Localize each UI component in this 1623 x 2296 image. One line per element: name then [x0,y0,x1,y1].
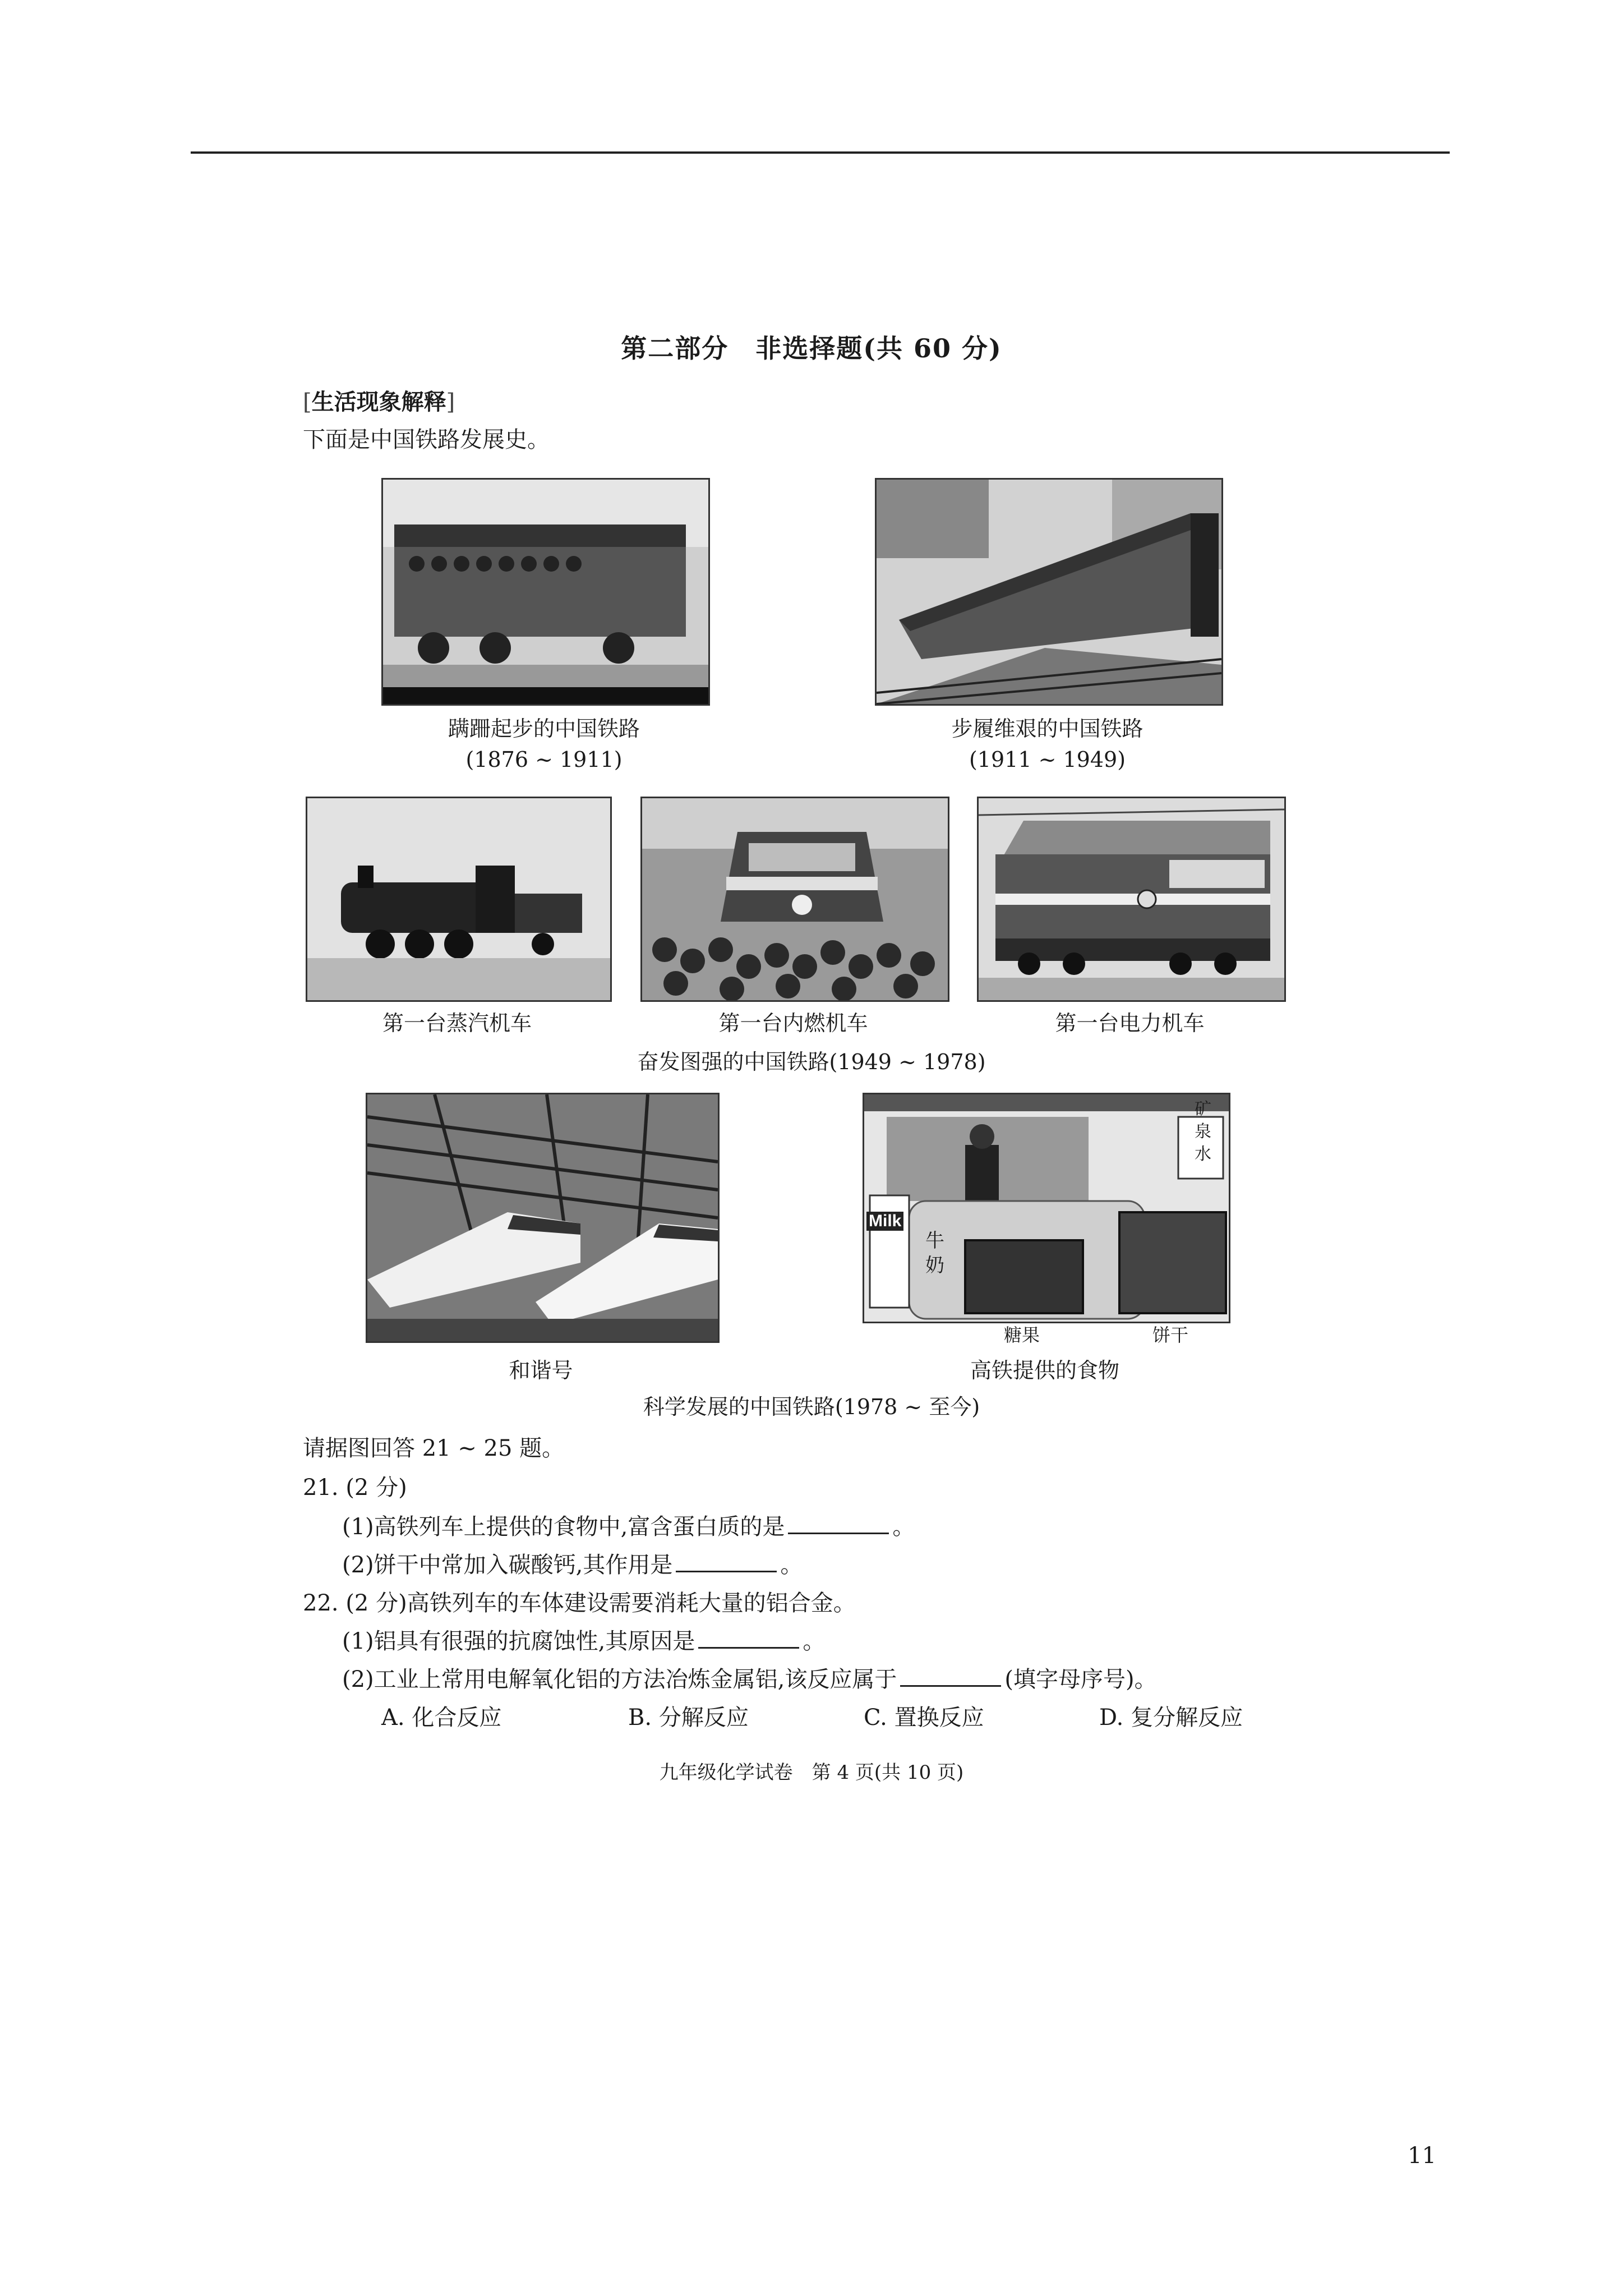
page-footer: 九年级化学试卷 第 4 页(共 10 页) [659,1761,964,1784]
q22-sub1-answer-blank[interactable] [698,1628,799,1649]
q22-sub1-text: (1)铝具有很强的抗腐蚀性,其原因是 [342,1628,695,1654]
q22-heading: 22. (2 分)高铁列车的车体建设需要消耗大量的铝合金。 [303,1590,856,1616]
caption-early-railway: 蹒跚起步的中国铁路 [448,716,640,741]
photo-early-railway [381,478,710,706]
q21-sub1 [342,1509,915,1541]
q21-sub2-text: (2)饼干中常加入碳酸钙,其作用是 [342,1552,673,1578]
q21-sub2-answer-blank[interactable] [676,1552,777,1572]
questions-prompt: 请据图回答 21 ~ 25 题。 [303,1435,565,1461]
section-label-text: 生活现象解释 [311,389,446,415]
q21-sub1-end: 。 [892,1514,915,1540]
caption-first-diesel-locomotive: 第一台内燃机车 [718,1011,868,1036]
page-number: 11 [1408,2143,1436,2169]
photo-first-steam-locomotive [306,797,612,1002]
q21-sub1-answer-blank[interactable] [788,1513,889,1534]
caption-harmony-train: 和谐号 [509,1358,573,1383]
q21-heading: 21. (2 分) [303,1475,407,1501]
q22-sub2-end: (填字母序号)。 [1004,1667,1157,1692]
caption-first-steam-locomotive: 第一台蒸汽机车 [382,1011,532,1036]
q21-sub1-text: (1)高铁列车上提供的食物中,富含蛋白质的是 [342,1514,785,1540]
q22-option-b[interactable]: B. 分解反应 [628,1705,749,1731]
q21-sub2-end: 。 [780,1552,803,1578]
q22-sub1 [342,1623,825,1655]
photo-high-speed-rail-food [863,1093,1230,1323]
caption-struggling-railway: 步履维艰的中国铁路 [951,716,1144,741]
q22-option-a[interactable]: A. 化合反应 [381,1705,502,1731]
q22-option-c[interactable]: C. 置换反应 [864,1705,984,1731]
years-early-railway: (1876 ~ 1911) [465,747,623,772]
photo-struggling-railway [875,478,1223,706]
era-caption-1949-1978: 奋发图强的中国铁路(1949 ~ 1978) [637,1050,986,1074]
q22-sub2-text: (2)工业上常用电解氧化铝的方法冶炼金属铝,该反应属于 [342,1667,897,1692]
header-rule [191,151,1450,154]
era-caption-1978-present: 科学发展的中国铁路(1978 ~ 至今) [643,1395,980,1419]
years-struggling-railway: (1911 ~ 1949) [969,747,1126,772]
q21-sub2 [342,1547,803,1579]
photo-first-electric-locomotive [977,797,1286,1002]
label-candy: 糖果 [1004,1324,1040,1346]
label-mineral-water: 矿泉水 [1195,1099,1211,1164]
label-milk-en: Milk [866,1212,903,1231]
photo-first-diesel-locomotive [640,797,949,1002]
caption-first-electric-locomotive: 第一台电力机车 [1055,1011,1205,1036]
label-milk-cn: 牛奶 [925,1230,944,1277]
section-label: [生活现象解释] [303,389,455,415]
q22-sub1-end: 。 [803,1628,826,1654]
q22-sub2-answer-blank[interactable] [900,1666,1001,1687]
intro-text: 下面是中国铁路发展史。 [303,427,550,453]
section-title: 第二部分 非选择题(共 60 分) [621,333,1002,364]
label-biscuit: 饼干 [1152,1324,1189,1346]
caption-high-speed-rail-food: 高铁提供的食物 [970,1358,1119,1383]
photo-harmony-train [366,1093,720,1343]
q22-sub2 [342,1662,1157,1694]
q22-option-d[interactable]: D. 复分解反应 [1099,1705,1243,1731]
